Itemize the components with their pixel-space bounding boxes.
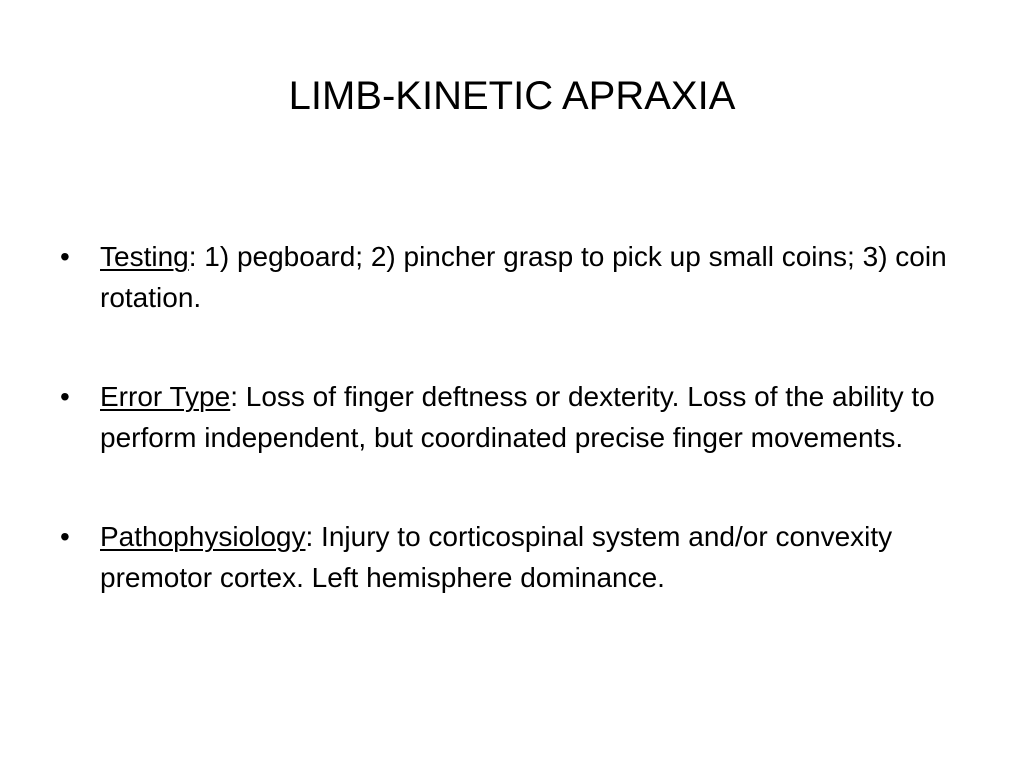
bullet-text-error-type: : Loss of finger deftness or dexterity. Loss of the ability to perform independent, but coordinated precise finger movements. [100, 381, 935, 453]
bullet-term-error-type: Error Type [100, 381, 231, 412]
bullet-item-error-type [60, 376, 960, 458]
bullet-item-pathophysiology [60, 516, 960, 598]
bullet-list [60, 236, 960, 598]
bullet-dot: • [60, 521, 70, 552]
bullet-item-testing [60, 236, 960, 318]
bullet-text-testing: : 1) pegboard; 2) pincher grasp to pick up small coins; 3) coin rotation. [100, 241, 947, 313]
bullet-dot: • [60, 381, 70, 412]
bullet-text-pathophysiology: : Injury to corticospinal system and/or convexity premotor cortex. Left hemisphere dominance. [100, 521, 893, 593]
bullet-term-testing: Testing [100, 241, 189, 272]
slide-title: LIMB-KINETIC APRAXIA [288, 74, 736, 118]
bullet-dot: • [60, 241, 70, 272]
bullet-term-pathophysiology: Pathophysiology [100, 521, 306, 552]
